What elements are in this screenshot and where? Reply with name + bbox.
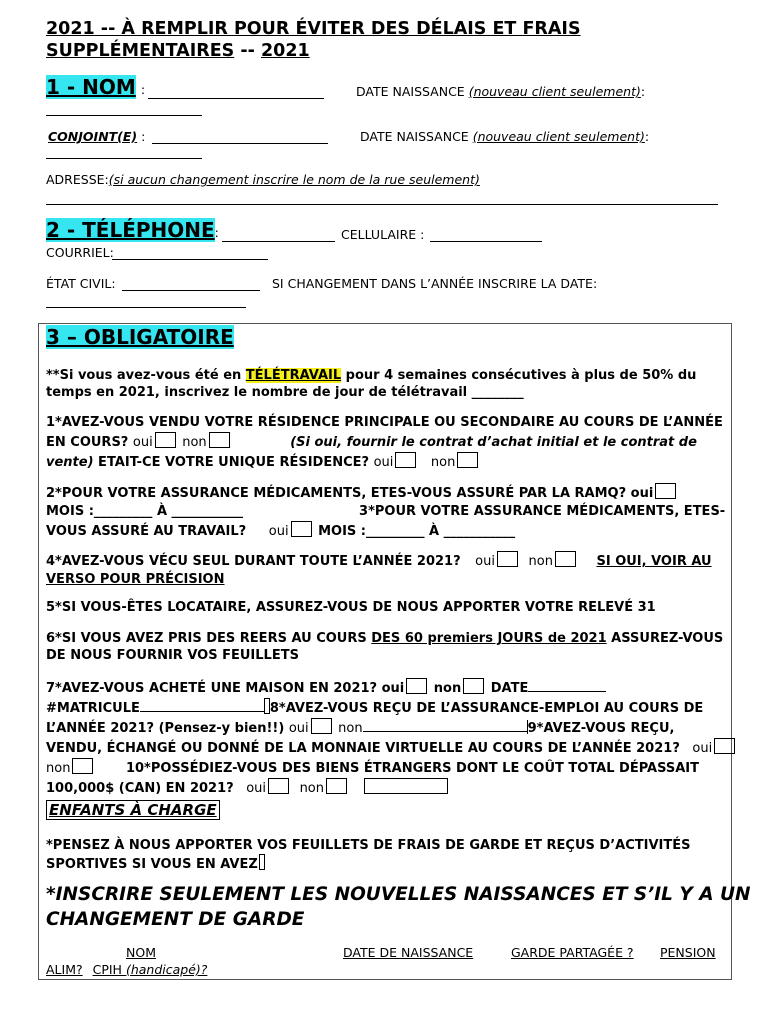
change-date-label: SI CHANGEMENT DANS L’ANNÉE INSCRIRE LA DATE: bbox=[272, 276, 598, 291]
q10-line2: 100,000$ (CAN) EN 2021? bbox=[46, 781, 234, 796]
q1-non-checkbox[interactable] bbox=[209, 432, 230, 448]
cell-input[interactable] bbox=[430, 227, 542, 242]
spouse-dob-colon: : bbox=[644, 129, 650, 144]
childcare-box[interactable] bbox=[259, 854, 265, 870]
telework-line2: temps en 2021, inscrivez le nombre de jour de télétravail ________ bbox=[46, 385, 524, 400]
q4-non-label: non bbox=[528, 554, 553, 569]
q4-oui-checkbox[interactable] bbox=[497, 551, 518, 567]
q10-amount-box[interactable] bbox=[364, 778, 448, 794]
col-cpih-note: (handicapé)? bbox=[125, 962, 208, 977]
section3-header bbox=[46, 325, 234, 349]
q7-line1: 7*AVEZ-VOUS ACHETÉ UNE MAISON EN 2021? oui bbox=[46, 681, 405, 696]
q7-date-label: DATE bbox=[490, 681, 529, 696]
q4-non-checkbox[interactable] bbox=[555, 551, 576, 567]
q9-non-label: non bbox=[46, 761, 71, 776]
dob-input[interactable] bbox=[46, 101, 202, 116]
births-line1: *INSCRIRE SEULEMENT LES NOUVELLES NAISSANCES ET S’IL Y A UN bbox=[46, 884, 751, 905]
title-year-2: 2021 bbox=[260, 41, 310, 61]
name-colon: : bbox=[140, 82, 146, 97]
col-alim-text: ALIM? bbox=[46, 962, 83, 977]
q9-non-checkbox[interactable] bbox=[72, 758, 93, 774]
section1-heading: 1 - NOM bbox=[46, 75, 136, 99]
q3-oui-label: oui bbox=[268, 524, 289, 539]
section1-header bbox=[46, 75, 145, 99]
q2-line1: 2*POUR VOTRE ASSURANCE MÉDICAMENTS, ETES-VOUS ASSURÉ PAR LA RAMQ? oui bbox=[46, 486, 654, 501]
q1-line1: 1*AVEZ-VOUS VENDU VOTRE RÉSIDENCE PRINCIPALE OU SECONDAIRE AU COURS DE L’ANNÉE bbox=[46, 415, 723, 430]
children-heading-text: ENFANTS À CHARGE bbox=[46, 800, 220, 820]
q9-line2: VENDU, ÉCHANGÉ OU DONNÉ DE LA MONNAIE VIRTUELLE AU COURS DE L’ANNÉE 2021? bbox=[46, 741, 680, 756]
q9-oui-label: oui bbox=[692, 741, 713, 756]
col-pension-text: PENSION bbox=[660, 945, 716, 960]
q8-oui-checkbox[interactable] bbox=[311, 718, 332, 734]
col-nom bbox=[126, 945, 156, 960]
col-pension bbox=[660, 945, 716, 960]
q6-line2: DE NOUS FOURNIR VOS FEUILLETS bbox=[46, 648, 299, 663]
spouse-dob-text: DATE NAISSANCE bbox=[360, 129, 473, 144]
q6-underlined: DES 60 premiers JOURS de 2021 bbox=[371, 631, 607, 646]
childcare-line1: *PENSEZ À NOUS APPORTER VOS FEUILLETS DE FRAIS DE GARDE ET REÇUS D’ACTIVITÉS bbox=[46, 838, 691, 853]
dob-label bbox=[356, 84, 645, 99]
q1b-oui-checkbox[interactable] bbox=[395, 452, 416, 468]
q3-line1: 3*POUR VOTRE ASSURANCE MÉDICAMENTS, ETES- bbox=[359, 504, 726, 519]
q4-line2: VERSO POUR PRÉCISION bbox=[46, 572, 225, 587]
childcare-line2: SPORTIVES SI VOUS EN AVEZ bbox=[46, 857, 258, 872]
title-year-1: 2021 bbox=[46, 19, 95, 39]
spouse-dob-label bbox=[360, 129, 649, 144]
q1b-non-checkbox[interactable] bbox=[457, 452, 478, 468]
document-title bbox=[46, 18, 581, 62]
address-label bbox=[46, 172, 480, 187]
childcare-note bbox=[46, 837, 690, 873]
email-label: COURRIEL: bbox=[46, 245, 114, 260]
q1-note: (Si oui, fournir le contrat d’achat initial et le contrat de bbox=[290, 435, 697, 450]
q8-non-label: non bbox=[338, 721, 363, 736]
phone-colon: : bbox=[214, 225, 219, 240]
children-heading bbox=[46, 801, 220, 819]
q10-non-checkbox[interactable] bbox=[326, 778, 347, 794]
q9-oui-checkbox[interactable] bbox=[714, 738, 735, 754]
q1b-oui-label: oui bbox=[373, 455, 394, 470]
q8-line1: 8*AVEZ-VOUS REÇU DE L’ASSURANCE-EMPLOI AU COURS DE bbox=[269, 701, 704, 716]
phone-input[interactable] bbox=[222, 227, 335, 242]
title-sep: -- bbox=[234, 41, 261, 61]
spouse-colon: : bbox=[137, 129, 146, 144]
address-input[interactable] bbox=[46, 190, 718, 205]
q6-pre: 6*SI VOUS AVEZ PRIS DES REERS AU COURS bbox=[46, 631, 372, 646]
telework-pre: **Si vous avez-vous été en bbox=[46, 368, 246, 383]
col-garde-text: GARDE PARTAGÉE ? bbox=[511, 945, 634, 960]
q1-line3-italic: vente) bbox=[46, 455, 94, 470]
col-garde bbox=[511, 945, 634, 960]
civil-status-label: ÉTAT CIVIL: bbox=[46, 276, 116, 291]
address-note: (si aucun changement inscrire le nom de la rue seulement) bbox=[108, 172, 480, 187]
q7-non-label: non bbox=[433, 681, 462, 696]
col-dob-text: DATE DE NAISSANCE bbox=[343, 945, 474, 960]
spouse-label bbox=[48, 129, 145, 144]
q2-months: MOIS :_________ À ___________ bbox=[46, 504, 244, 519]
q7-date-line[interactable] bbox=[528, 691, 606, 692]
q3-oui-checkbox[interactable] bbox=[291, 521, 312, 537]
q10-non-label: non bbox=[299, 781, 324, 796]
q2-block bbox=[46, 483, 725, 541]
col-nom-text: NOM bbox=[126, 945, 156, 960]
col-dob bbox=[343, 945, 473, 960]
civil-status-input[interactable] bbox=[122, 276, 260, 291]
q4-text: 4*AVEZ-VOUS VÉCU SEUL DURANT TOUTE L’ANNÉE 2021? bbox=[46, 554, 461, 569]
q6-post: ASSUREZ-VOUS bbox=[606, 631, 724, 646]
spouse-label-text: CONJOINT(E) bbox=[48, 129, 138, 144]
change-date-input[interactable] bbox=[46, 293, 246, 308]
q7-matricule-line[interactable] bbox=[140, 711, 264, 712]
q10-line1: 10*POSSÉDIEZ-VOUS DES BIENS ÉTRANGERS DONT LE COÛT TOTAL DÉPASSAIT bbox=[125, 761, 700, 776]
q10-oui-label: oui bbox=[246, 781, 267, 796]
q1b-non-label: non bbox=[430, 455, 456, 470]
q1-line2: EN COURS? bbox=[46, 435, 133, 450]
spouse-dob-note: (nouveau client seulement) bbox=[472, 129, 645, 144]
q4-oui-label: oui bbox=[475, 554, 495, 569]
q10-oui-checkbox[interactable] bbox=[268, 778, 289, 794]
q1-oui-label: oui bbox=[132, 435, 153, 450]
births-line2: CHANGEMENT DE GARDE bbox=[46, 909, 305, 930]
q3-line2: VOUS ASSURÉ AU TRAVAIL? bbox=[46, 524, 247, 539]
title-line2: SUPPLÉMENTAIRES bbox=[46, 41, 235, 61]
dob-note: (nouveau client seulement) bbox=[468, 84, 641, 99]
name-input[interactable] bbox=[148, 84, 324, 99]
col-cpih-text: CPIH bbox=[92, 962, 126, 977]
spouse-dob-input[interactable] bbox=[46, 144, 202, 159]
q7-oui-checkbox[interactable] bbox=[406, 678, 427, 694]
q3-months: MOIS :_________ À ___________ bbox=[318, 524, 516, 539]
q5-text: 5*SI VOUS-ÊTES LOCATAIRE, ASSUREZ-VOUS DE NOUS APPORTER VOTRE RELEVÉ 31 bbox=[46, 600, 656, 615]
q7-q10-block bbox=[46, 678, 737, 798]
q7-matricule-label: #MATRICULE bbox=[46, 701, 140, 716]
title-line1: -- À REMPLIR POUR ÉVITER DES DÉLAIS ET FRAIS bbox=[94, 19, 581, 39]
telework-question bbox=[46, 367, 696, 401]
q7-non-checkbox[interactable] bbox=[463, 678, 484, 694]
dob-colon: : bbox=[640, 84, 646, 99]
cell-label: CELLULAIRE : bbox=[341, 227, 425, 242]
q6-block bbox=[46, 630, 723, 664]
dob-label-text: DATE NAISSANCE bbox=[356, 84, 469, 99]
section2-heading: 2 - TÉLÉPHONE bbox=[46, 218, 215, 242]
q1-non-label: non bbox=[182, 435, 207, 450]
q9-line1: 9*AVEZ-VOUS REÇU, bbox=[527, 721, 675, 736]
spouse-name-input[interactable] bbox=[152, 129, 328, 144]
section3-heading: 3 – OBLIGATOIRE bbox=[46, 325, 234, 349]
telework-word: TÉLÉTRAVAIL bbox=[245, 368, 342, 383]
q4-block bbox=[46, 551, 712, 589]
q1-oui-checkbox[interactable] bbox=[155, 432, 176, 448]
section2-header bbox=[46, 218, 219, 242]
telework-post: pour 4 semaines consécutives à plus de 50% du bbox=[341, 368, 697, 383]
q8-non-line[interactable] bbox=[363, 731, 527, 732]
address-label-text: ADRESSE: bbox=[46, 172, 109, 187]
q8-line2: L’ANNÉE 2021? (Pensez-y bien!!) bbox=[46, 721, 285, 736]
q8-oui-label: oui bbox=[288, 721, 309, 736]
col-alim-cpih bbox=[46, 962, 207, 977]
births-instruction bbox=[46, 882, 750, 932]
q2-oui-checkbox[interactable] bbox=[655, 483, 676, 499]
q4-see-back-link[interactable]: SI OUI, VOIR AU bbox=[596, 554, 712, 569]
q1-line3: ETAIT-CE VOTRE UNIQUE RÉSIDENCE? bbox=[93, 455, 374, 470]
q1-block bbox=[46, 414, 723, 472]
email-input[interactable] bbox=[112, 245, 268, 260]
